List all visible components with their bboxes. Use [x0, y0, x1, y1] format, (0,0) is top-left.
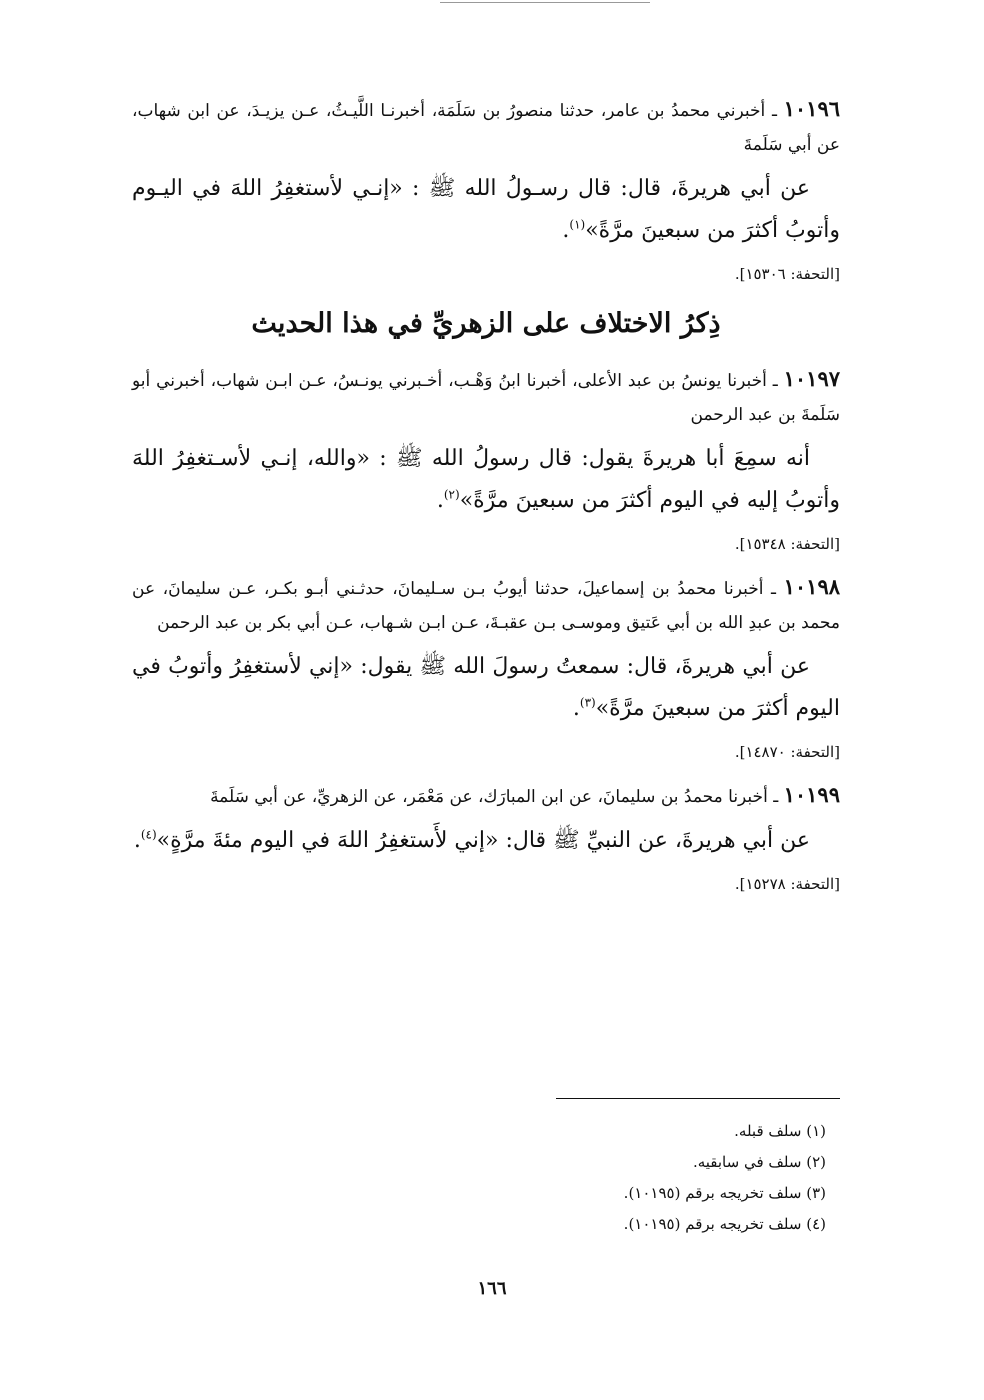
period: .: [133, 828, 141, 853]
hadith-isnad: [132, 362, 840, 432]
matn-text: أنه سمِعَ أبا هريرةَ يقول: قال رسولُ الله ﷺ : «والله، إنـي لأسـتغفِرُ اللهَ وأتوبُ إليه في اليوم أكثرَ من سبعينَ مرَّةً»: [132, 446, 840, 513]
hadith-number: ١٠١٩٨: [783, 574, 841, 599]
footnote-ref: (٤): [140, 827, 157, 842]
hadith-matn: [132, 438, 840, 522]
hadith-10199: [132, 778, 840, 896]
tuhfa-reference: [التحفة: ١٥٢٧٨].: [734, 875, 840, 893]
section-heading: ذِكرُ الاختلاف على الزهريِّ في هذا الحديث: [251, 308, 721, 339]
dash-separator: ـ: [766, 371, 778, 391]
isnad-text: أخبرنا محمدُ بن إسماعيلَ، حدثنا أيوبُ بـن سـليمانَ، حدثـني أبـو بكـر، عـن سليمانَ، عن محمد بن عبدِ الله بن أبي عَتيق وموسـى بـن عقبـةَ، عـن ابـن شـهاب، عـن أبي بكر بن عبد الرحمن: [132, 579, 840, 633]
matn-text: عن أبي هريرةَ، قال: سمعتُ رسولَ الله ﷺ يقول: «إني لأستغفِرُ وأتوبُ في اليوم أكثرَ من سبعينَ مرَّةً»: [132, 654, 840, 721]
period: .: [436, 488, 444, 513]
footnotes: [132, 1116, 826, 1240]
isnad-text: أخبرنا محمدُ بن سليمانَ، عن ابن المبارَك، عن مَعْمَر، عن الزهريِّ، عن أبي سَلَمةَ: [210, 787, 768, 807]
footnote-ref: (٢): [443, 487, 460, 502]
tuhfa-reference: [التحفة: ١٥٣٠٦].: [734, 265, 840, 283]
dash-separator: ـ: [765, 101, 777, 121]
hadith-matn: [132, 168, 840, 252]
footnote-2: (٢) سلف في سابقيه.: [692, 1153, 826, 1171]
page-number: ١٦٦: [477, 1278, 507, 1299]
hadith-10196: [132, 92, 840, 286]
hadith-10197: [132, 362, 840, 556]
top-scan-marks: [440, 2, 650, 7]
footnote-ref: (٣): [579, 695, 596, 710]
footnote-1: (١) سلف قبله.: [734, 1122, 826, 1140]
period: .: [562, 218, 570, 243]
matn-text: عن أبي هريرةَ، قال: قال رسـولُ الله ﷺ : «إنـي لأستغفِرُ اللهَ في اليـوم وأتوبُ أكثرَ من سبعينَ مرَّةً»: [132, 176, 840, 243]
hadith-10198: [132, 570, 840, 764]
hadith-matn: [132, 646, 840, 730]
footnote-3: (٣) سلف تخريجه برقم (١٠١٩٥).: [623, 1184, 826, 1202]
footnote-4: (٤) سلف تخريجه برقم (١٠١٩٥).: [623, 1215, 826, 1233]
footnote-ref: (١): [569, 217, 586, 232]
page-body: [132, 92, 840, 910]
tuhfa-reference: [التحفة: ١٥٣٤٨].: [734, 535, 840, 553]
tuhfa-reference: [التحفة: ١٤٨٧٠].: [734, 743, 840, 761]
footnote-divider: [556, 1098, 840, 1099]
hadith-number: ١٠١٩٦: [783, 96, 841, 121]
isnad-text: أخبرني محمدُ بن عامر، حدثنا منصورُ بن سَلَمَة، أخبرنـا اللَّيـثُ، عـن يزيـدَ، عن ابن شهاب، عن أبي سَلَمةَ: [132, 101, 840, 155]
hadith-isnad: [132, 570, 840, 640]
hadith-number: ١٠١٩٩: [783, 782, 840, 807]
hadith-number: ١٠١٩٧: [783, 366, 841, 391]
isnad-text: أخبرنا يونسُ بن عبد الأعلى، أخبرنا ابنُ وَهْـب، أخـبرني يونـسُ، عـن ابـن شهاب، أخبرني أبو سَلَمةَ بن عبد الرحمن: [132, 371, 840, 425]
hadith-isnad: [132, 778, 840, 814]
period: .: [572, 696, 580, 721]
matn-text: عن أبي هريرةَ، عن النبيِّ ﷺ قال: «إني لأَستغفِرُ اللهَ في اليوم مئةَ مرَّةٍ»: [156, 828, 810, 853]
hadith-isnad: [132, 92, 840, 162]
hadith-matn: [132, 820, 840, 862]
dash-separator: ـ: [763, 579, 777, 599]
dash-separator: ـ: [767, 787, 779, 807]
